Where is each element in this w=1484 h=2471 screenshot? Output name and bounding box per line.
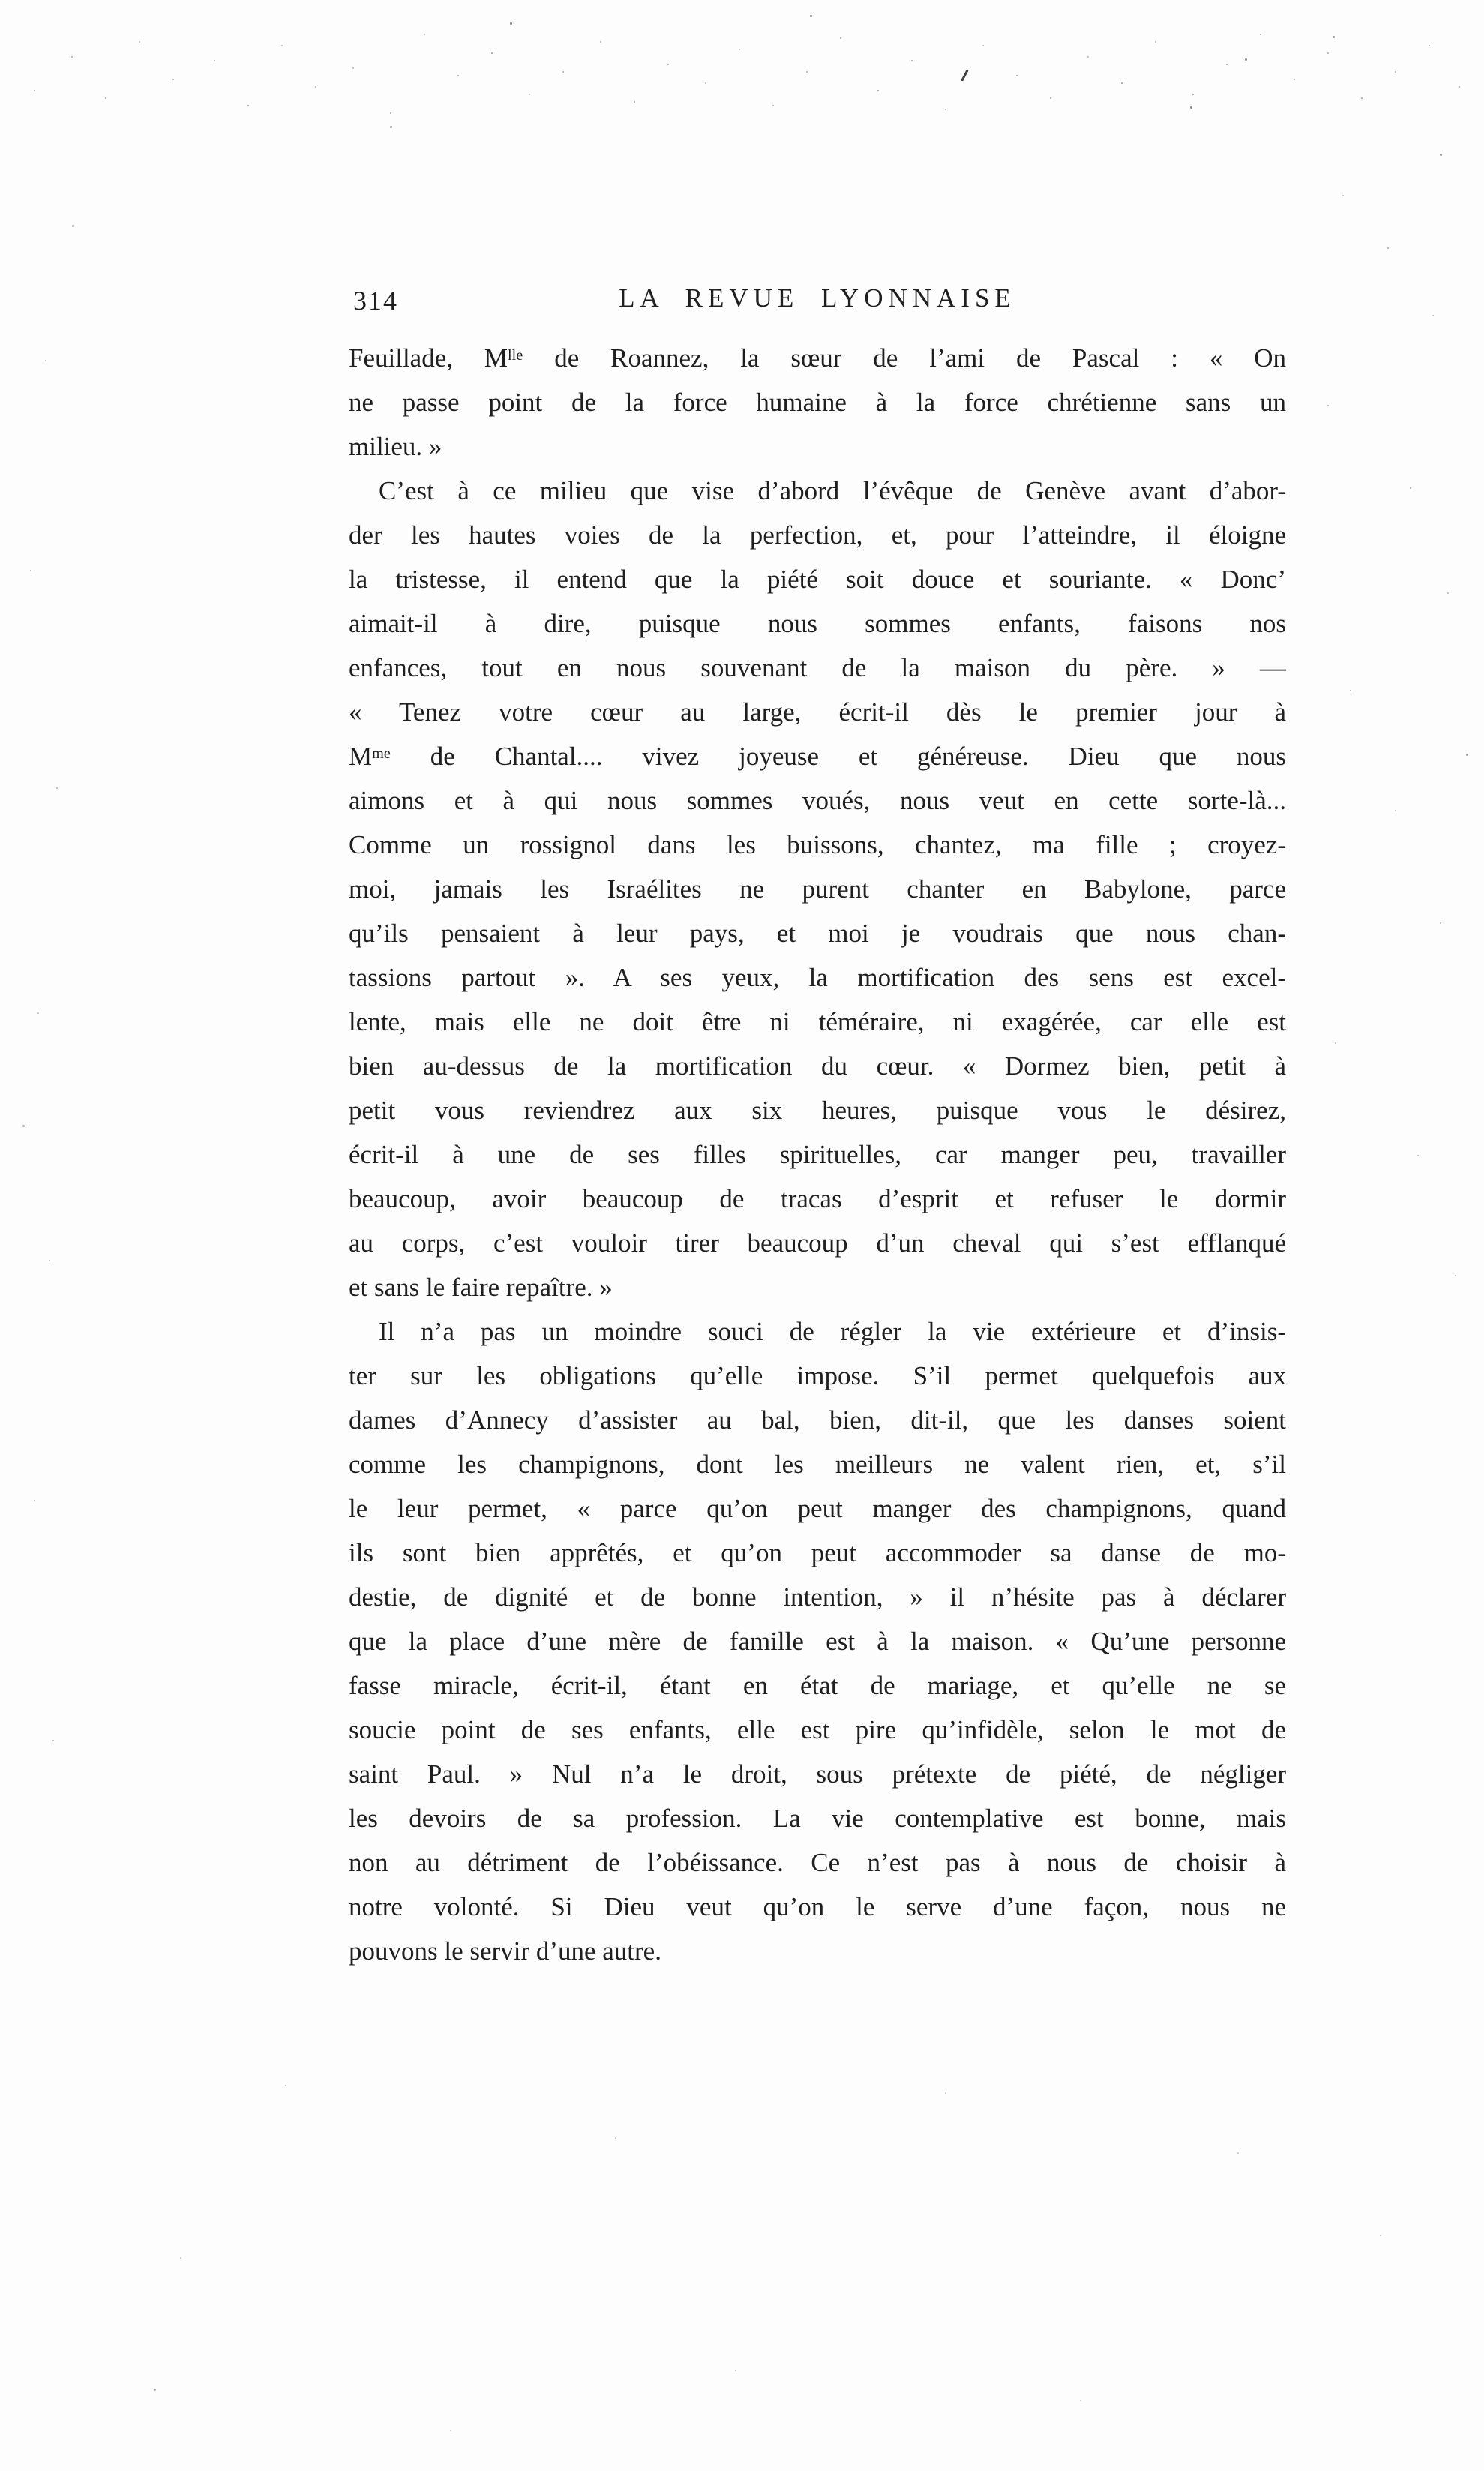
paragraph <box>349 336 1286 469</box>
text-line: la tristesse, il entend que la piété soit douce et souriante. « Donc’ <box>349 565 1286 594</box>
text-line: aimait-il à dire, puisque nous sommes enfants, faisons nos <box>349 609 1286 638</box>
line-text: Feuillade, M <box>349 343 508 373</box>
text-line: comme les champignons, dont les meilleurs ne valent rien, et, s’il <box>349 1450 1286 1479</box>
page-header <box>349 283 1286 319</box>
text-line: au corps, c’est vouloir tirer beaucoup d’un cheval qui s’est efflanqué <box>349 1228 1286 1258</box>
text-line: der les hautes voies de la perfection, et, pour l’atteindre, il éloigne <box>349 520 1286 550</box>
superscript-abbreviation: me <box>372 745 391 762</box>
page-number: 314 <box>353 286 398 316</box>
running-title: LA REVUE LYONNAISE <box>619 283 1016 313</box>
text-line: notre volonté. Si Dieu veut qu’on le serve d’une façon, nous ne <box>349 1892 1286 1921</box>
paragraph <box>349 469 1286 1309</box>
line-text: de Chantal.... vivez joyeuse et généreuse. Dieu que nous <box>390 742 1286 771</box>
text-line: les devoirs de sa profession. La vie contemplative est bonne, mais <box>349 1804 1286 1833</box>
text-line <box>349 336 1286 380</box>
text-line <box>349 734 1286 778</box>
text-line: tassions partout ». A ses yeux, la mortification des sens est excel- <box>349 963 1286 992</box>
text-line: Comme un rossignol dans les buissons, chantez, ma fille ; croyez- <box>349 830 1286 859</box>
text-line: moi, jamais les Israélites ne purent chanter en Babylone, parce <box>349 874 1286 904</box>
text-block <box>349 336 1286 1973</box>
line-text: M <box>349 742 373 771</box>
text-line: pouvons le servir d’une autre. <box>349 1936 661 1966</box>
text-line: que la place d’une mère de famille est à la maison. « Qu’une personne <box>349 1627 1286 1656</box>
text-line: non au détriment de l’obéissance. Ce n’est pas à nous de choisir à <box>349 1848 1286 1877</box>
text-line: ter sur les obligations qu’elle impose. S’il permet quelquefois aux <box>349 1361 1286 1390</box>
text-line: bien au-dessus de la mortification du cœur. « Dormez bien, petit à <box>349 1051 1286 1081</box>
paragraph <box>349 1309 1286 1973</box>
superscript-abbreviation: lle <box>508 346 523 364</box>
text-line: saint Paul. » Nul n’a le droit, sous prétexte de piété, de négliger <box>349 1759 1286 1789</box>
text-line: Il n’a pas un moindre souci de régler la vie extérieure et d’insis- <box>379 1317 1286 1346</box>
text-line: soucie point de ses enfants, elle est pire qu’infidèle, selon le mot de <box>349 1715 1286 1744</box>
text-line: le leur permet, « parce qu’on peut manger des champignons, quand <box>349 1494 1286 1523</box>
text-line: enfances, tout en nous souvenant de la maison du père. » — <box>349 653 1286 682</box>
scan-noise-specks <box>0 0 2 2</box>
text-line: milieu. » <box>349 432 442 461</box>
text-line: qu’ils pensaient à leur pays, et moi je voudrais que nous chan- <box>349 919 1286 948</box>
text-line: écrit-il à une de ses filles spirituelles, car manger peu, travailler <box>349 1140 1286 1169</box>
text-line: dames d’Annecy d’assister au bal, bien, dit-il, que les danses soient <box>349 1405 1286 1435</box>
text-line: petit vous reviendrez aux six heures, puisque vous le désirez, <box>349 1096 1286 1125</box>
text-line: beaucoup, avoir beaucoup de tracas d’esprit et refuser le dormir <box>349 1184 1286 1213</box>
text-line: ne passe point de la force humaine à la force chrétienne sans un <box>349 388 1286 417</box>
text-line: fasse miracle, écrit-il, étant en état de mariage, et qu’elle ne se <box>349 1671 1286 1700</box>
text-line: ils sont bien apprêtés, et qu’on peut accommoder sa danse de mo- <box>349 1538 1286 1567</box>
text-line: aimons et à qui nous sommes voués, nous veut en cette sorte-là... <box>349 786 1286 815</box>
text-line: C’est à ce milieu que vise d’abord l’évêque de Genève avant d’abor- <box>379 476 1286 505</box>
text-line: destie, de dignité et de bonne intention, » il n’hésite pas à déclarer <box>349 1582 1286 1612</box>
line-text: de Roannez, la sœur de l’ami de Pascal : « On <box>523 343 1286 373</box>
text-line: et sans le faire repaître. » <box>349 1273 613 1302</box>
scan-artifact-mark <box>961 69 969 81</box>
text-line: « Tenez votre cœur au large, écrit-il dès le premier jour à <box>349 697 1286 727</box>
text-line: lente, mais elle ne doit être ni téméraire, ni exagérée, car elle est <box>349 1007 1286 1036</box>
